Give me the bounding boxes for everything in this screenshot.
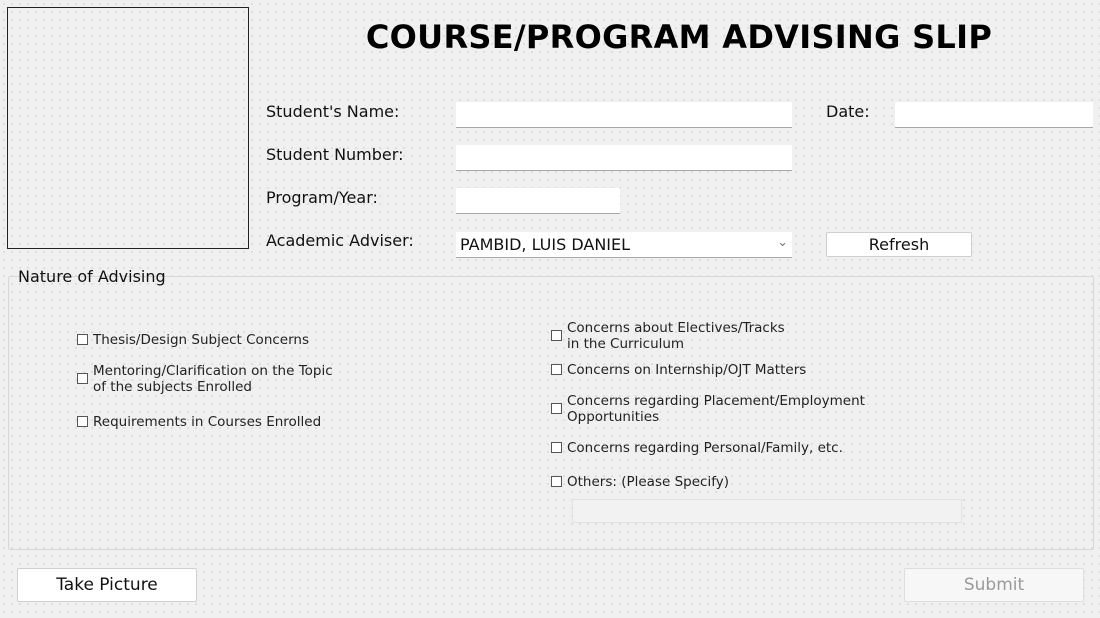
option-label: Concerns regarding Placement/Employment Opportunities: [567, 393, 865, 425]
checkbox-icon[interactable]: [77, 373, 88, 384]
option-label: Requirements in Courses Enrolled: [93, 414, 322, 430]
student-photo-box: [7, 7, 249, 249]
date-input[interactable]: [895, 102, 1093, 128]
student-name-label: Student's Name:: [266, 102, 400, 121]
option-internship-ojt[interactable]: [551, 362, 806, 378]
student-number-label: Student Number:: [266, 145, 404, 164]
option-placement-employment[interactable]: [551, 393, 865, 425]
take-picture-button[interactable]: Take Picture: [17, 568, 197, 602]
option-label: Others: (Please Specify): [567, 474, 729, 490]
option-requirements-courses[interactable]: [77, 414, 321, 430]
program-year-label: Program/Year:: [266, 188, 378, 207]
student-number-input[interactable]: [456, 145, 792, 171]
academic-adviser-select[interactable]: [456, 232, 792, 258]
submit-button[interactable]: Submit: [904, 568, 1084, 602]
nature-of-advising-label: Nature of Advising: [18, 267, 166, 286]
option-electives-tracks[interactable]: [551, 320, 785, 352]
checkbox-icon[interactable]: [551, 442, 562, 453]
academic-adviser-selected-value: PAMBID, LUIS DANIEL: [460, 235, 631, 254]
checkbox-icon[interactable]: [551, 364, 562, 375]
checkbox-icon[interactable]: [551, 403, 562, 414]
option-label: Concerns regarding Personal/Family, etc.: [567, 440, 843, 456]
date-label: Date:: [826, 102, 870, 121]
option-label: Mentoring/Clarification on the Topic of the subjects Enrolled: [93, 363, 333, 395]
option-personal-family[interactable]: [551, 440, 843, 456]
checkbox-icon[interactable]: [551, 330, 562, 341]
chevron-down-icon[interactable]: ⌄: [777, 235, 788, 250]
option-label: Thesis/Design Subject Concerns: [93, 332, 310, 348]
student-name-input[interactable]: [456, 102, 792, 128]
option-mentoring-clarification[interactable]: [77, 363, 333, 395]
program-year-input[interactable]: [456, 188, 620, 214]
checkbox-icon[interactable]: [77, 416, 88, 427]
academic-adviser-label: Academic Adviser:: [266, 231, 414, 250]
option-thesis-design[interactable]: [77, 332, 309, 348]
others-specify-input[interactable]: [572, 499, 962, 523]
page-title: COURSE/PROGRAM ADVISING SLIP: [365, 18, 993, 56]
refresh-button[interactable]: Refresh: [826, 232, 972, 257]
option-others[interactable]: [551, 474, 729, 490]
checkbox-icon[interactable]: [77, 334, 88, 345]
option-label: Concerns about Electives/Tracks in the Curriculum: [567, 320, 785, 352]
option-label: Concerns on Internship/OJT Matters: [567, 362, 807, 378]
checkbox-icon[interactable]: [551, 476, 562, 487]
